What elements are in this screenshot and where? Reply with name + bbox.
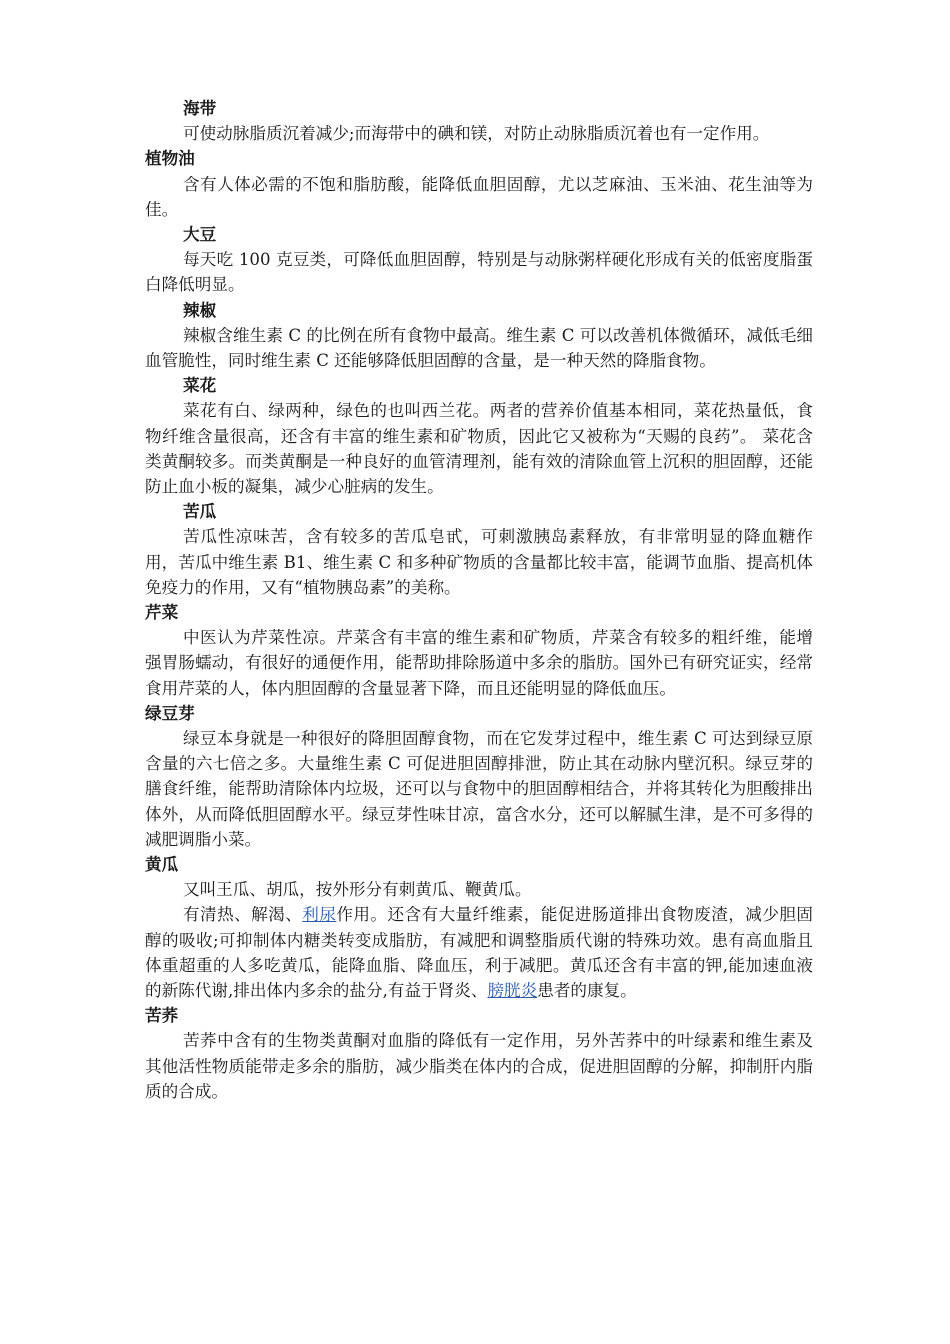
section-paragraph — [145, 625, 813, 701]
paragraph-text: 苦瓜性凉味苦，含有较多的苦瓜皂甙，可刺激胰岛素释放，有非常明显的降血糖作用，苦瓜中维生素 B1、维生素 C 和多种矿物质的含量都比较丰富，能调节血脂、提高机体免疫力的作用，又有“植物胰岛素”的美称。 — [145, 527, 813, 597]
section-heading: 苦荞 — [145, 1006, 179, 1026]
section-heading: 辣椒 — [183, 300, 217, 320]
section-paragraph — [145, 172, 813, 222]
section-paragraph — [145, 877, 813, 902]
paragraph-text: 患者的康复。 — [537, 980, 637, 1000]
section-heading: 植物油 — [145, 149, 195, 169]
paragraph-text: 苦荞中含有的生物类黄酮对血脂的降低有一定作用，另外苦荞中的叶绿素和维生素及其他活性物质能带走多余的脂肪，减少脂类在体内的合成，促进胆固醇的分解，抑制肝内脂质的合成。 — [145, 1031, 813, 1101]
document-body — [145, 96, 813, 1104]
paragraph-text: 有清热、解渴、 — [183, 905, 303, 925]
paragraph-text: 菜花有白、绿两种，绿色的也叫西兰花。两者的营养价值基本相同，菜花热量低，食物纤维含量很高，还含有丰富的维生素和矿物质，因此它又被称为“天赐的良药”。 菜花含类黄酮较多。而类黄酮是一种良好的血管清理剂，能有效的清除血管上沉积的胆固醇，还能防止血小板的凝集，减少心脏病的发生。 — [145, 401, 813, 496]
paragraph-text: 作用。还含有大量纤维素，能促进肠道排出食物废渣，减少胆固醇的吸收;可抑制体内糖类转变成脂肪，有减肥和调整脂质代谢的特殊功效。患有高血脂且体重超重的人多吃黄瓜，能降血脂、降血压，利于减肥。黄瓜还含有丰富的钾,能加速血液的新陈代谢,排出体内多余的盐分,有益于肾炎、 — [145, 905, 814, 1000]
inline-link[interactable]: 膀胱炎 — [487, 980, 538, 1000]
section-paragraph — [145, 902, 813, 1003]
section-paragraph — [145, 1028, 813, 1104]
section-heading: 海带 — [183, 99, 217, 118]
section-heading: 大豆 — [183, 224, 217, 244]
section-paragraph — [145, 398, 813, 499]
section-heading: 苦瓜 — [183, 502, 217, 522]
section-paragraph — [145, 323, 813, 373]
section-heading: 芹菜 — [145, 602, 179, 622]
section-heading: 黄瓜 — [145, 854, 179, 874]
inline-link[interactable]: 利尿 — [302, 905, 337, 925]
paragraph-text: 辣椒含维生素 C 的比例在所有食物中最高。维生素 C 可以改善机体微循环，减低毛细血管脆性，同时维生素 C 还能够降低胆固醇的含量，是一种天然的降脂食物。 — [145, 325, 813, 370]
section-paragraph — [145, 247, 813, 297]
paragraph-text: 含有人体必需的不饱和脂肪酸，能降低血胆固醇，尤以芝麻油、玉米油、花生油等为佳。 — [145, 174, 813, 219]
paragraph-text: 可使动脉脂质沉着减少;而海带中的碘和镁，对防止动脉脂质沉着也有一定作用。 — [183, 124, 770, 144]
section-heading: 菜花 — [183, 376, 217, 396]
paragraph-text: 又叫王瓜、胡瓜，按外形分有刺黄瓜、鞭黄瓜。 — [183, 880, 532, 900]
paragraph-text: 绿豆本身就是一种很好的降胆固醇食物，而在它发芽过程中，维生素 C 可达到绿豆原含量的六七倍之多。大量维生素 C 可促进胆固醇排泄，防止其在动脉内壁沉积。绿豆芽的膳食纤维，能帮助清除体内垃圾，还可以与食物中的胆固醇相结合，并将其转化为胆酸排出体外，从而降低胆固醇水平。绿豆芽性味甘凉，富含水分，还可以解腻生津，是不可多得的减肥调脂小菜。 — [145, 728, 813, 849]
paragraph-text: 中医认为芹菜性凉。芹菜含有丰富的维生素和矿物质，芹菜含有较多的粗纤维，能增强胃肠蠕动，有很好的通便作用，能帮助排除肠道中多余的脂肪。国外已有研究证实，经常食用芹菜的人，体内胆固醇的含量显著下降，而且还能明显的降低血压。 — [145, 628, 813, 698]
section-paragraph — [145, 726, 813, 852]
paragraph-text: 每天吃 100 克豆类，可降低血胆固醇，特别是与动脉粥样硬化形成有关的低密度脂蛋白降低明显。 — [145, 250, 813, 295]
section-heading: 绿豆芽 — [145, 703, 195, 723]
section-paragraph — [145, 121, 813, 146]
section-paragraph — [145, 524, 813, 600]
